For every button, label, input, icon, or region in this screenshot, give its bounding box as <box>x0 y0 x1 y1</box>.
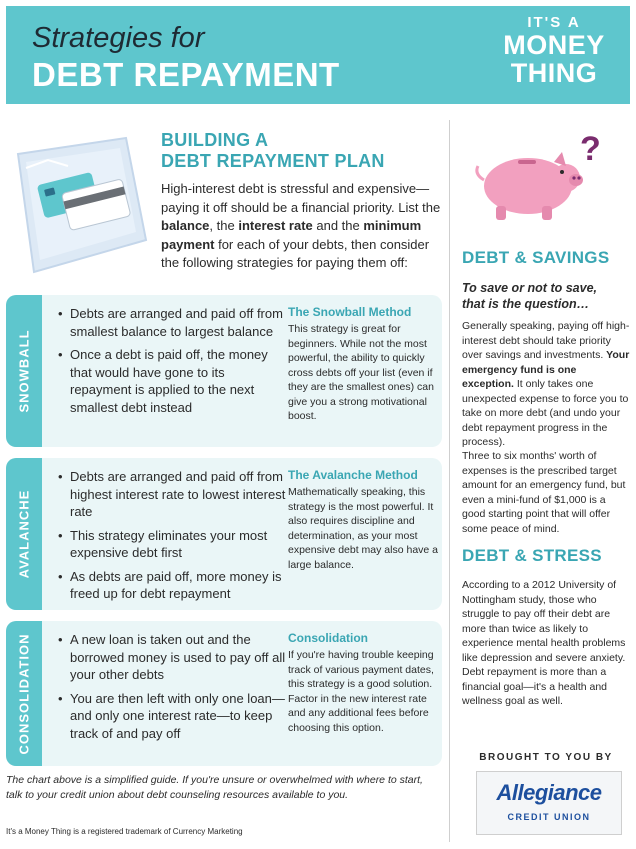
savings-text-c: It only takes one unexpected expense to force you to take on more debt (and undo your debt repayment progress in the process). <box>462 378 629 448</box>
list-item: • Debts are arranged and paid off from highest interest rate to lowest interest rate <box>58 468 288 521</box>
trademark-note: It's a Money Thing is a registered trademark of Currency Marketing <box>6 827 243 836</box>
method-title: Consolidation <box>288 631 368 645</box>
strategy-tab <box>6 621 42 766</box>
savings-heading: DEBT & SAVINGS <box>462 248 610 267</box>
method-text: Mathematically speaking, this strategy is the most powerful. It also requires discipline and determination, as your most expensive debt may also have a large balance. <box>288 486 439 571</box>
method-box <box>288 631 438 735</box>
list-item: • Once a debt is paid off, the money that would have gone to its repayment is applied to the next smallest debt instead <box>58 346 288 416</box>
intro-text-2: , the <box>209 218 239 233</box>
intro-bold-balance: balance <box>161 218 210 233</box>
brought-to-you-label: BROUGHT TO YOU BY <box>479 752 613 763</box>
header <box>0 0 636 110</box>
piggy-bank-icon <box>462 120 612 230</box>
strategy-snowball <box>6 295 442 447</box>
savings-text-bold: Your emergency fund is one exception. <box>462 349 630 390</box>
list-item: • You are then left with only one loan—and only one interest rate—to keep track of and pay off <box>58 690 288 743</box>
method-box <box>288 468 438 572</box>
stress-heading: DEBT & STRESS <box>462 546 602 565</box>
strategy-consolidation <box>6 621 442 766</box>
list-item: • This strategy eliminates your most expensive debt first <box>58 527 288 562</box>
bullet-list <box>58 468 288 609</box>
tab-label-consolidation: CONSOLIDATION <box>16 632 32 755</box>
method-text: This strategy is great for beginners. While not the most powerful, the ability to quickly cross debts off your list (even if they are the smallest ones) can give you a strong motivational boost. <box>288 323 434 422</box>
method-text: If you're having trouble keeping track of various payment dates, this strategy is a good solution. Factor in the new interest rate and any additional fees before choosing this option. <box>288 649 434 734</box>
savings-text-a: Generally speaking, paying off high-interest debt should take priority over savings and investments. <box>462 320 630 361</box>
list-item: • Debts are arranged and paid off from smallest balance to largest balance <box>58 305 288 340</box>
list-item: • A new loan is taken out and the borrowed money is used to pay off all your other debts <box>58 631 288 684</box>
method-title: The Avalanche Method <box>288 468 418 482</box>
strategy-avalanche <box>6 458 442 610</box>
intro-bold-minimum: minimum payment <box>161 218 422 252</box>
strategy-body <box>42 621 442 766</box>
method-box <box>288 305 438 424</box>
savings-paragraph-1 <box>462 319 630 450</box>
method-title: The Snowball Method <box>288 305 412 319</box>
strategy-tab <box>6 458 42 610</box>
brand-line2: MONEY <box>503 30 605 60</box>
intro-bold-interest: interest rate <box>238 218 313 233</box>
brand-line3: THING <box>510 58 598 88</box>
plan-heading <box>161 130 385 172</box>
brand-logo <box>494 14 614 87</box>
strategy-body <box>42 295 442 447</box>
credit-union-logo <box>476 771 622 835</box>
stress-paragraph: According to a 2012 University of Nottingham study, those who struggle to pay off their debt are more than twice as likely to experience mental health problems like depression and severe anxiety. Debt repayment is more than a financial goal—it's a health and wellness goal as well. <box>462 579 626 707</box>
column-divider <box>449 120 450 842</box>
intro-text-1: High-interest debt is stressful and expensive—paying it off should be a financial priority. List the <box>161 181 441 215</box>
disclaimer: The chart above is a simplified guide. If you're unsure or overwhelmed with where to start, talk to your credit union about debt counseling resources available to you. <box>6 774 423 801</box>
bullet-list <box>58 305 288 422</box>
page-title-line1: Strategies for <box>32 22 205 54</box>
intro-text-3: and the <box>312 218 364 233</box>
plan-heading-line2: DEBT REPAYMENT PLAN <box>161 151 385 171</box>
page-title-line2: DEBT REPAYMENT <box>32 56 340 93</box>
brand-line1: IT'S A <box>527 14 581 31</box>
tab-label-snowball: SNOWBALL <box>16 329 32 413</box>
question-mark-icon: ? <box>580 130 601 168</box>
savings-paragraph-2: Three to six months' worth of expenses is the prescribed target amount for an emergency fund, but even a mini-fund of $1,000 is a good starting point that will offer some peace of mind. <box>462 450 626 535</box>
strategy-tab <box>6 295 42 447</box>
savings-subheading: To save or not to save, that is the question… <box>462 281 597 311</box>
bullet-list <box>58 631 288 748</box>
logo-name: Allegiance <box>496 780 602 805</box>
plan-intro <box>161 180 441 273</box>
frozen-credit-card-icon <box>8 132 150 280</box>
strategy-body <box>42 458 442 610</box>
list-item: • As debts are paid off, more money is freed up for debt repayment <box>58 568 288 603</box>
plan-heading-line1: BUILDING A <box>161 130 269 150</box>
logo-subtitle: CREDIT UNION <box>507 812 591 822</box>
tab-label-avalanche: AVALANCHE <box>16 489 32 579</box>
intro-text-4: for each of your debts, then consider the following strategies for paying them off: <box>161 236 430 270</box>
